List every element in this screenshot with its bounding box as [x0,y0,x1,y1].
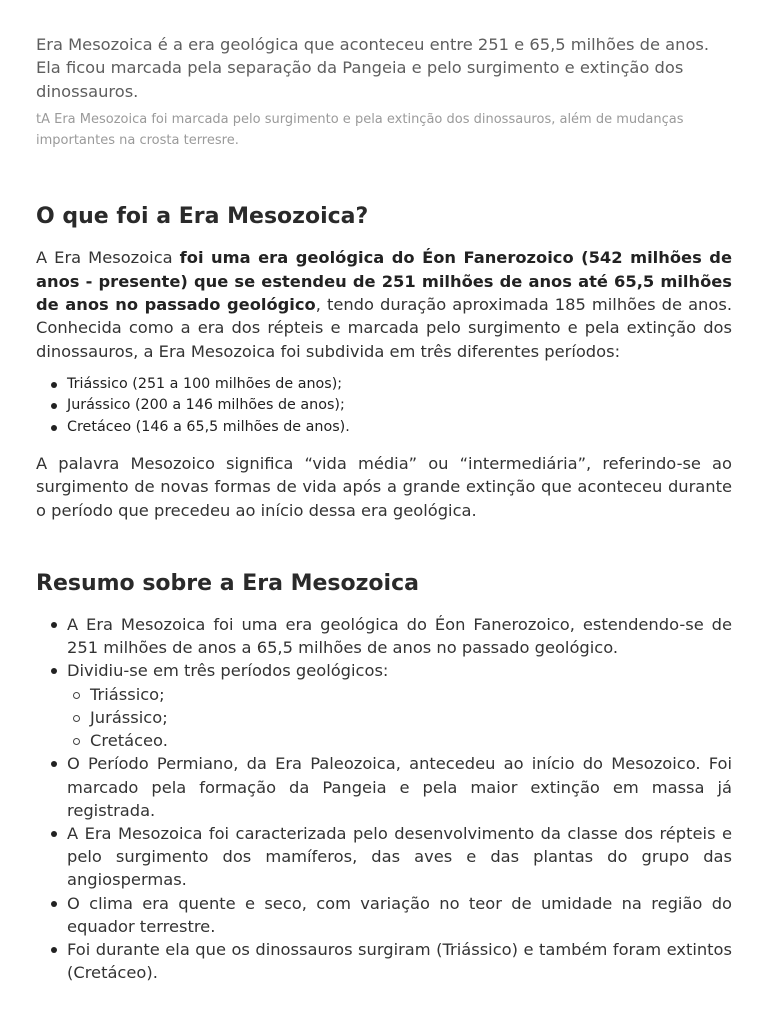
summary-item-2 [67,659,732,752]
definition-bold-text: foi uma era geológica do Éon Fanerozoico (542 milhões de anos - presente) que se estendeu de 251 milhões de anos até 65,5 milhões de anos no passado geológico [36,248,732,315]
definition-rest: , tendo duração aproximada 185 milhões de anos. Conhecida como a era dos répteis e marcada pelo surgimento e pela extinção dos dinossauros, a Era Mesozoica foi subdivida em três diferentes períodos: [36,295,732,361]
summary-sublist [67,683,732,753]
definition-lead: A Era Mesozoica [36,248,180,268]
intro-paragraph: Era Mesozoica é a era geológica que aconteceu entre 251 e 65,5 milhões de anos. Ela ficou marcada pela separação da Pangeia e pelo surgimento e extinção dos dinossauros. [36,35,710,101]
definition-paragraph [36,246,732,363]
section-heading-what-was: O que foi a Era Mesozoica? [36,204,369,230]
summary-item-6: Foi durante ela que os dinossauros surgiram (Triássico) e também foram extintos (Cretáceo). [67,938,732,984]
period-item-triassic: Triássico (251 a 100 milhões de anos); [67,374,732,395]
summary-list [36,613,732,984]
periods-list [36,374,732,438]
period-item-cretaceous: Cretáceo (146 a 65,5 milhões de anos). [67,417,732,438]
summary-subitem-jurassic: Jurássico; [90,706,732,729]
summary-item-2-text: Dividiu-se em três períodos geológicos: [67,661,389,681]
summary-item-5: O clima era quente e seco, com variação no teor de umidade na região do equador terrestre. [67,892,732,938]
summary-subitem-cretaceous: Cretáceo. [90,729,732,752]
summary-item-1: A Era Mesozoica foi uma era geológica do Éon Fanerozoico, estendendo-se de 251 milhões de anos a 65,5 milhões de anos no passado geológico. [67,613,732,659]
meaning-paragraph: A palavra Mesozoico significa “vida média” ou “intermediária”, referindo-se ao surgimento de novas formas de vida após a grande extinção que aconteceu durante o período que precedeu ao início dessa era geológica. [36,453,732,520]
summary-item-3: O Período Permiano, da Era Paleozoica, antecedeu ao início do Mesozoico. Foi marcado pela formação da Pangeia e pela maior extinção em massa já registrada. [67,752,732,822]
summary-item-4: A Era Mesozoica foi caracterizada pelo desenvolvimento da classe dos répteis e pelo surgimento dos mamíferos, das aves e das plantas do grupo das angiospermas. [67,822,732,892]
image-caption: tA Era Mesozoica foi marcada pelo surgimento e pela extinção dos dinossauros, além de mudanças importantes na crosta terresre. [36,112,684,149]
section-heading-summary: Resumo sobre a Era Mesozoica [36,571,419,597]
summary-subitem-triassic: Triássico; [90,683,732,706]
period-item-jurassic: Jurássico (200 a 146 milhões de anos); [67,395,732,416]
